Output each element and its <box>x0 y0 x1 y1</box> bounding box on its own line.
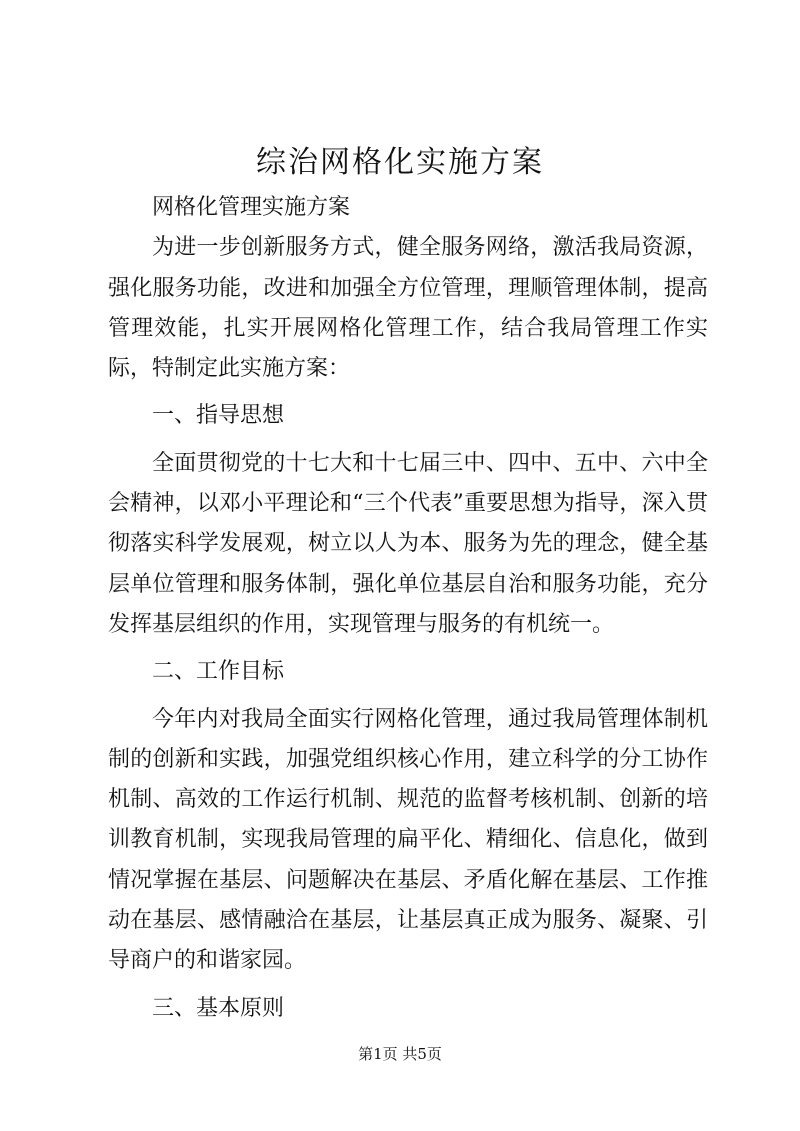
document-title: 综治网格化实施方案 <box>256 145 544 180</box>
guiding-ideology-paragraph: 全面贯彻党的十七大和十七届三中、四中、五中、六中全会精神，以邓小平理论和“三个代表”重要思想为指导，深入贯彻落实科学发展观，树立以人为本、服务为先的理念，健全基层单位管理和服务体制，强化单位基层自治和服务功能，充分发挥基层组织的作用，实现管理与服务的有机统一。 <box>108 450 708 637</box>
intro-paragraph: 为进一步创新服务方式，健全服务网络，激活我局资源，强化服务功能，改进和加强全方位管理，理顺管理体制，提高管理效能，扎实开展网格化管理工作，结合我局管理工作实际，特制定此实施方案： <box>108 235 708 382</box>
section-heading-guiding-ideology: 一、指导思想 <box>152 403 285 429</box>
subtitle-paragraph: 网格化管理实施方案 <box>152 195 351 220</box>
work-goals-paragraph: 今年内对我局全面实行网格化管理，通过我局管理体制机制的创新和实践，加强党组织核心作用，建立科学的分工协作机制、高效的工作运行机制、规范的监督考核机制、创新的培训教育机制，实现我局管理的扁平化、精细化、信息化，做到情况掌握在基层、问题解决在基层、矛盾化解在基层、工作推动在基层、感情融洽在基层，让基层真正成为服务、凝聚、引导商户的和谐家园。 <box>108 706 708 974</box>
page-footer: 第1页 共5页 <box>358 1045 442 1063</box>
section-heading-work-goals: 二、工作目标 <box>152 659 285 685</box>
document-body <box>108 188 708 1029</box>
section-heading-basic-principles: 三、基本原则 <box>152 995 285 1021</box>
